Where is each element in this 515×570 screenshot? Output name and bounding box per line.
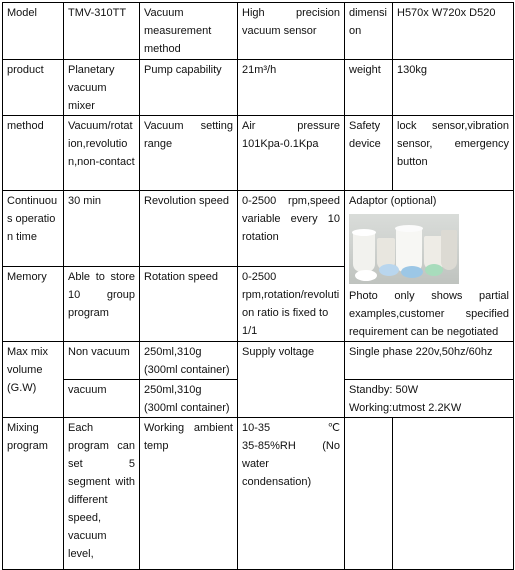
table-row — [3, 60, 514, 116]
revolution-speed-label: Revolution speed — [140, 191, 238, 267]
adaptor-note: Photo only shows partial examples,customer specified requirement can be negotiated — [349, 290, 509, 338]
table-row — [3, 3, 514, 60]
safety-device-value: lock sensor,vibration sensor, emergency button — [393, 116, 514, 191]
standby-power: Standby: 50W — [349, 384, 419, 396]
continuous-operation-label: Continuous operation time — [3, 191, 64, 267]
dimension-label: dimension — [345, 3, 393, 60]
pump-capability-value: 21m³/h — [238, 60, 345, 116]
method-label: method — [3, 116, 64, 191]
product-label: product — [3, 60, 64, 116]
temperature-line — [242, 419, 340, 437]
supply-voltage-label: Supply voltage — [238, 342, 345, 418]
spec-table — [2, 2, 514, 570]
power-consumption-cell — [345, 380, 514, 418]
table-row — [3, 342, 514, 380]
vacuum-value: 250ml,310g (300ml container) — [140, 380, 238, 418]
vacuum-setting-range-label: Vacuum setting range — [140, 116, 238, 191]
temperature-unit: ℃ — [327, 422, 340, 434]
continuous-operation-value: 30 min — [64, 191, 140, 267]
supply-voltage-value: Single phase 220v,50hz/60hz — [345, 342, 514, 380]
vacuum-label: vacuum — [64, 380, 140, 418]
humidity-range: 35-85%RH (No water condensation) — [242, 440, 340, 488]
mixing-program-value: Each program can set 5 segment with different speed, vacuum level, — [64, 418, 140, 570]
model-value: TMV-310TT — [64, 3, 140, 60]
pump-capability-label: Pump capability — [140, 60, 238, 116]
weight-value: 130kg — [393, 60, 514, 116]
adaptor-title: Adaptor (optional) — [349, 195, 437, 207]
dimension-value: H570x W720x D520 — [393, 3, 514, 60]
table-row — [3, 418, 514, 570]
non-vacuum-label: Non vacuum — [64, 342, 140, 380]
table-row — [3, 191, 514, 267]
non-vacuum-value: 250ml,310g (300ml container) — [140, 342, 238, 380]
mixing-program-label: Mixing program — [3, 418, 64, 570]
adaptor-cell — [345, 191, 514, 342]
rotation-speed-label: Rotation speed — [140, 267, 238, 342]
vacuum-setting-range-value: Air pressure 101Kpa-0.1Kpa — [238, 116, 345, 191]
empty-cell — [345, 418, 393, 570]
model-label: Model — [3, 3, 64, 60]
table-row — [3, 116, 514, 191]
adaptor-photo — [349, 214, 459, 284]
working-ambient-temp-value — [238, 418, 345, 570]
memory-label: Memory — [3, 267, 64, 342]
revolution-speed-value: 0-2500 rpm,speed variable every 10 rotation — [238, 191, 345, 267]
temperature-range: 10-35 — [242, 422, 271, 434]
safety-device-label: Safety device — [345, 116, 393, 191]
vacuum-measurement-label: Vacuum measurement method — [140, 3, 238, 60]
rotation-speed-value: 0-2500 rpm,rotation/revolution ratio is fixed to 1/1 — [238, 267, 345, 342]
method-value: Vacuum/rotation,revolution,non-contact — [64, 116, 140, 191]
memory-value: Able to store 10 group program — [64, 267, 140, 342]
weight-label: weight — [345, 60, 393, 116]
max-mix-volume-label: Max mix volume (G.W) — [3, 342, 64, 418]
vacuum-measurement-value: High precision vacuum sensor — [238, 3, 345, 60]
empty-cell — [393, 418, 514, 570]
working-power: Working:utmost 2.2KW — [349, 402, 462, 414]
working-ambient-temp-label: Working ambient temp — [140, 418, 238, 570]
product-value: Planetary vacuum mixer — [64, 60, 140, 116]
